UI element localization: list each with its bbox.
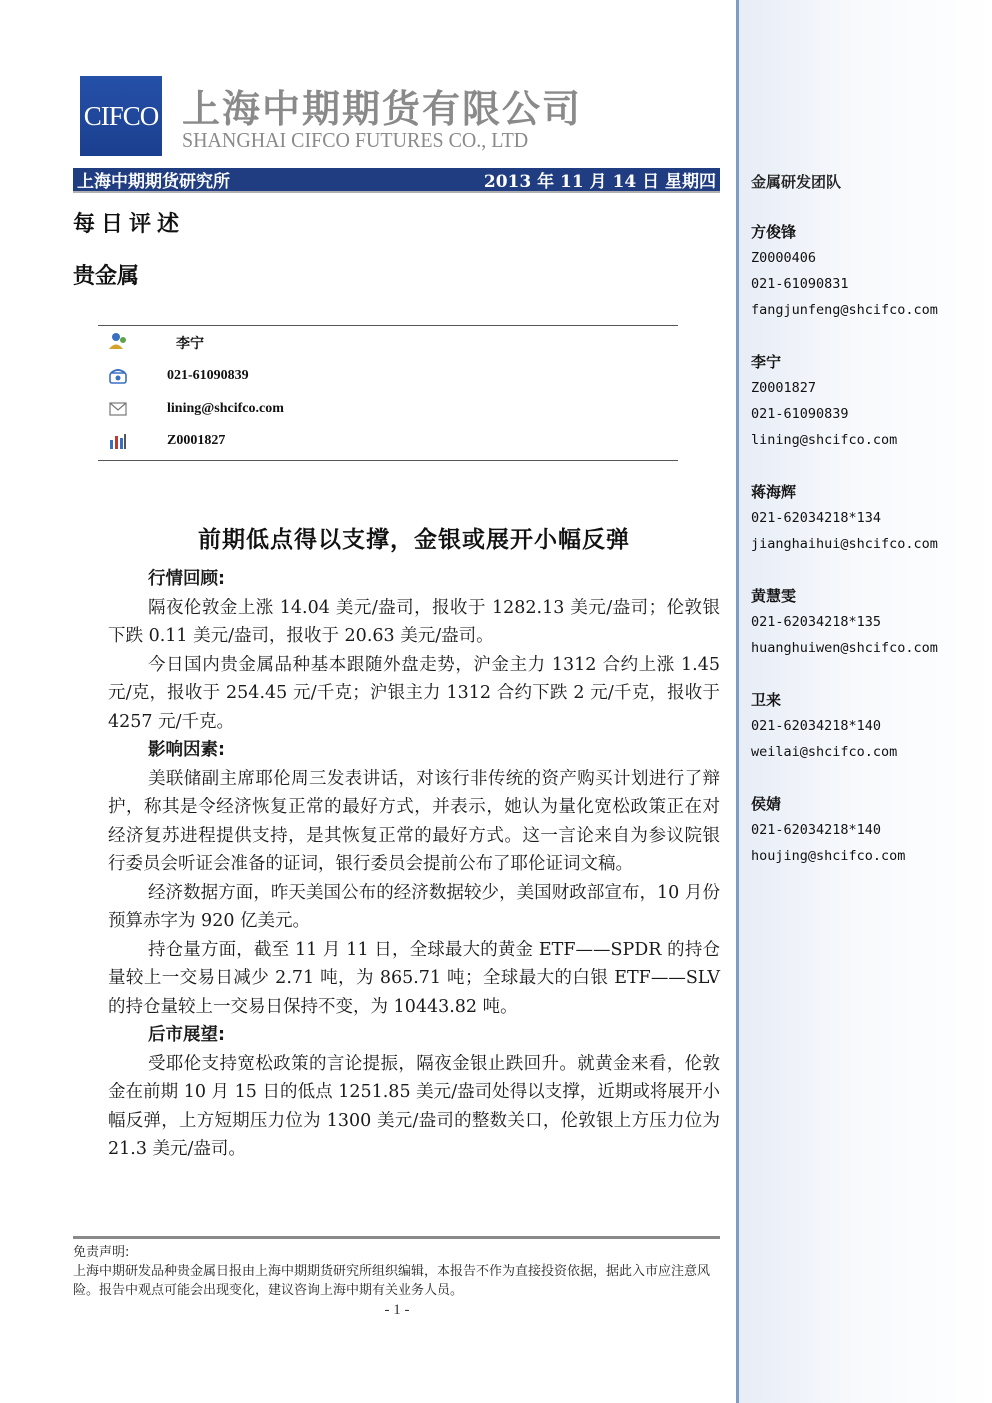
contact-card [751,479,987,557]
team-sidebar [736,0,992,1403]
disclaimer [73,1243,720,1300]
report-date: 2013 年 11 月 14 日 星期四 [483,172,716,192]
page-number: - 1 - [384,1302,410,1318]
paragraph: 今日国内贵金属品种基本跟随外盘走势，沪金主力 1312 合约上涨 1.45 元/克，报收于 254.45 元/千克；沪银主力 1312 合约下跌 2 元/千克，报收于 4257 元/千克。 [108,654,720,732]
contact-name: 侯婧 [751,795,782,813]
contact-phone: 021-62034218*140 [751,822,882,838]
contact-card [751,219,987,323]
author-email-row [98,398,678,422]
company-name-en: SHANGHAI CIFCO FUTURES CO., LTD [182,128,529,152]
footer-divider [73,1236,720,1239]
institute-name: 上海中期期货研究所 [77,172,230,192]
author-name-row [98,330,678,354]
section-heading: 行情回顾: [148,569,225,589]
contact-email[interactable]: houjing@shcifco.com [751,848,906,864]
author-email: lining@shcifco.com [167,401,284,416]
company-name-cn: 上海中期期货有限公司 [182,87,583,131]
contact-name: 蒋海辉 [751,483,797,501]
contact-card [751,349,987,453]
contact-card [751,583,987,661]
contact-email[interactable]: lining@shcifco.com [751,432,898,448]
paragraph: 持仓量方面，截至 11 月 11 日，全球最大的黄金 ETF——SPDR 的持仓量较上一交易日减少 2.71 吨，为 865.71 吨；全球最大的白银 ETF——SLV 的持仓量较上一交易日保持不变，为 10443.82 吨。 [108,939,720,1017]
contact-name: 黄慧雯 [751,587,797,605]
section-heading: 后市展望: [148,1025,225,1045]
header-banner [73,168,720,193]
author-license: Z0001827 [167,433,226,448]
paragraph: 美联储副主席耶伦周三发表讲话，对该行非传统的资产购买计划进行了辩护，称其是令经济恢复正常的最好方式，并表示，她认为量化宽松政策正在对经济复苏进程提供支持，是其恢复正常的最好方式。这一言论来自为参议院银行委员会听证会准备的证词，银行委员会提前公布了耶伦证词文稿。 [108,768,720,874]
contact-name: 李宁 [751,353,782,371]
section-subtitle: 贵金属 [73,263,140,289]
paragraph: 受耶伦支持宽松政策的言论提振，隔夜金银止跌回升。就黄金来看，伦敦金在前期 10 月 15 日的低点 1251.85 美元/盎司处得以支撑，近期或将展开小幅反弹，上方短期压力位为 1300 美元/盎司的整数关口，伦敦银上方压力位为 21.3 美元/盎司。 [108,1053,720,1159]
contact-phone: 021-62034218*140 [751,718,882,734]
mail-icon [108,400,128,418]
author-license-row [98,430,678,454]
article-body [108,565,720,1164]
contact-license: Z0000406 [751,250,817,266]
phone-icon [108,367,128,385]
team-title: 金属研发团队 [751,173,842,191]
article-headline: 前期低点得以支撑，金银或展开小幅反弹 [198,527,630,553]
contact-license: Z0001827 [751,380,817,396]
disclaimer-title: 免责声明: [73,1245,130,1260]
contact-name: 卫来 [751,691,782,709]
author-phone: 021-61090839 [167,368,249,383]
paragraph: 经济数据方面，昨天美国公布的经济数据较少，美国财政部宣布，10 月份预算赤字为 920 亿美元。 [108,882,720,931]
company-logo [80,76,162,156]
contact-phone: 021-62034218*134 [751,510,882,526]
contact-name: 方俊锋 [751,223,797,241]
contact-phone: 021-62034218*135 [751,614,882,630]
person-icon [108,332,128,350]
section-heading: 影响因素: [148,740,225,760]
author-info-box [98,325,678,461]
section-title: 每日评述 [73,211,186,237]
contact-email[interactable]: fangjunfeng@shcifco.com [751,302,938,318]
contact-phone: 021-61090839 [751,406,849,422]
contact-card [751,791,987,869]
contact-card [751,687,987,765]
logo-text: CIFCO [83,100,159,131]
contact-phone: 021-61090831 [751,276,849,292]
author-name: 李宁 [176,337,204,352]
contact-email[interactable]: huanghuiwen@shcifco.com [751,640,938,656]
chart-icon [108,432,128,450]
contact-email[interactable]: weilai@shcifco.com [751,744,898,760]
author-phone-row [98,365,678,389]
disclaimer-text: 上海中期研发品种贵金属日报由上海中期期货研究所组织编辑，本报告不作为直接投资依据，据此入市应注意风险。报告中观点可能会出现变化，建议咨询上海中期有关业务人员。 [73,1264,711,1298]
paragraph: 隔夜伦敦金上涨 14.04 美元/盎司，报收于 1282.13 美元/盎司；伦敦银下跌 0.11 美元/盎司，报收于 20.63 美元/盎司。 [108,597,720,646]
contact-email[interactable]: jianghaihui@shcifco.com [751,536,938,552]
